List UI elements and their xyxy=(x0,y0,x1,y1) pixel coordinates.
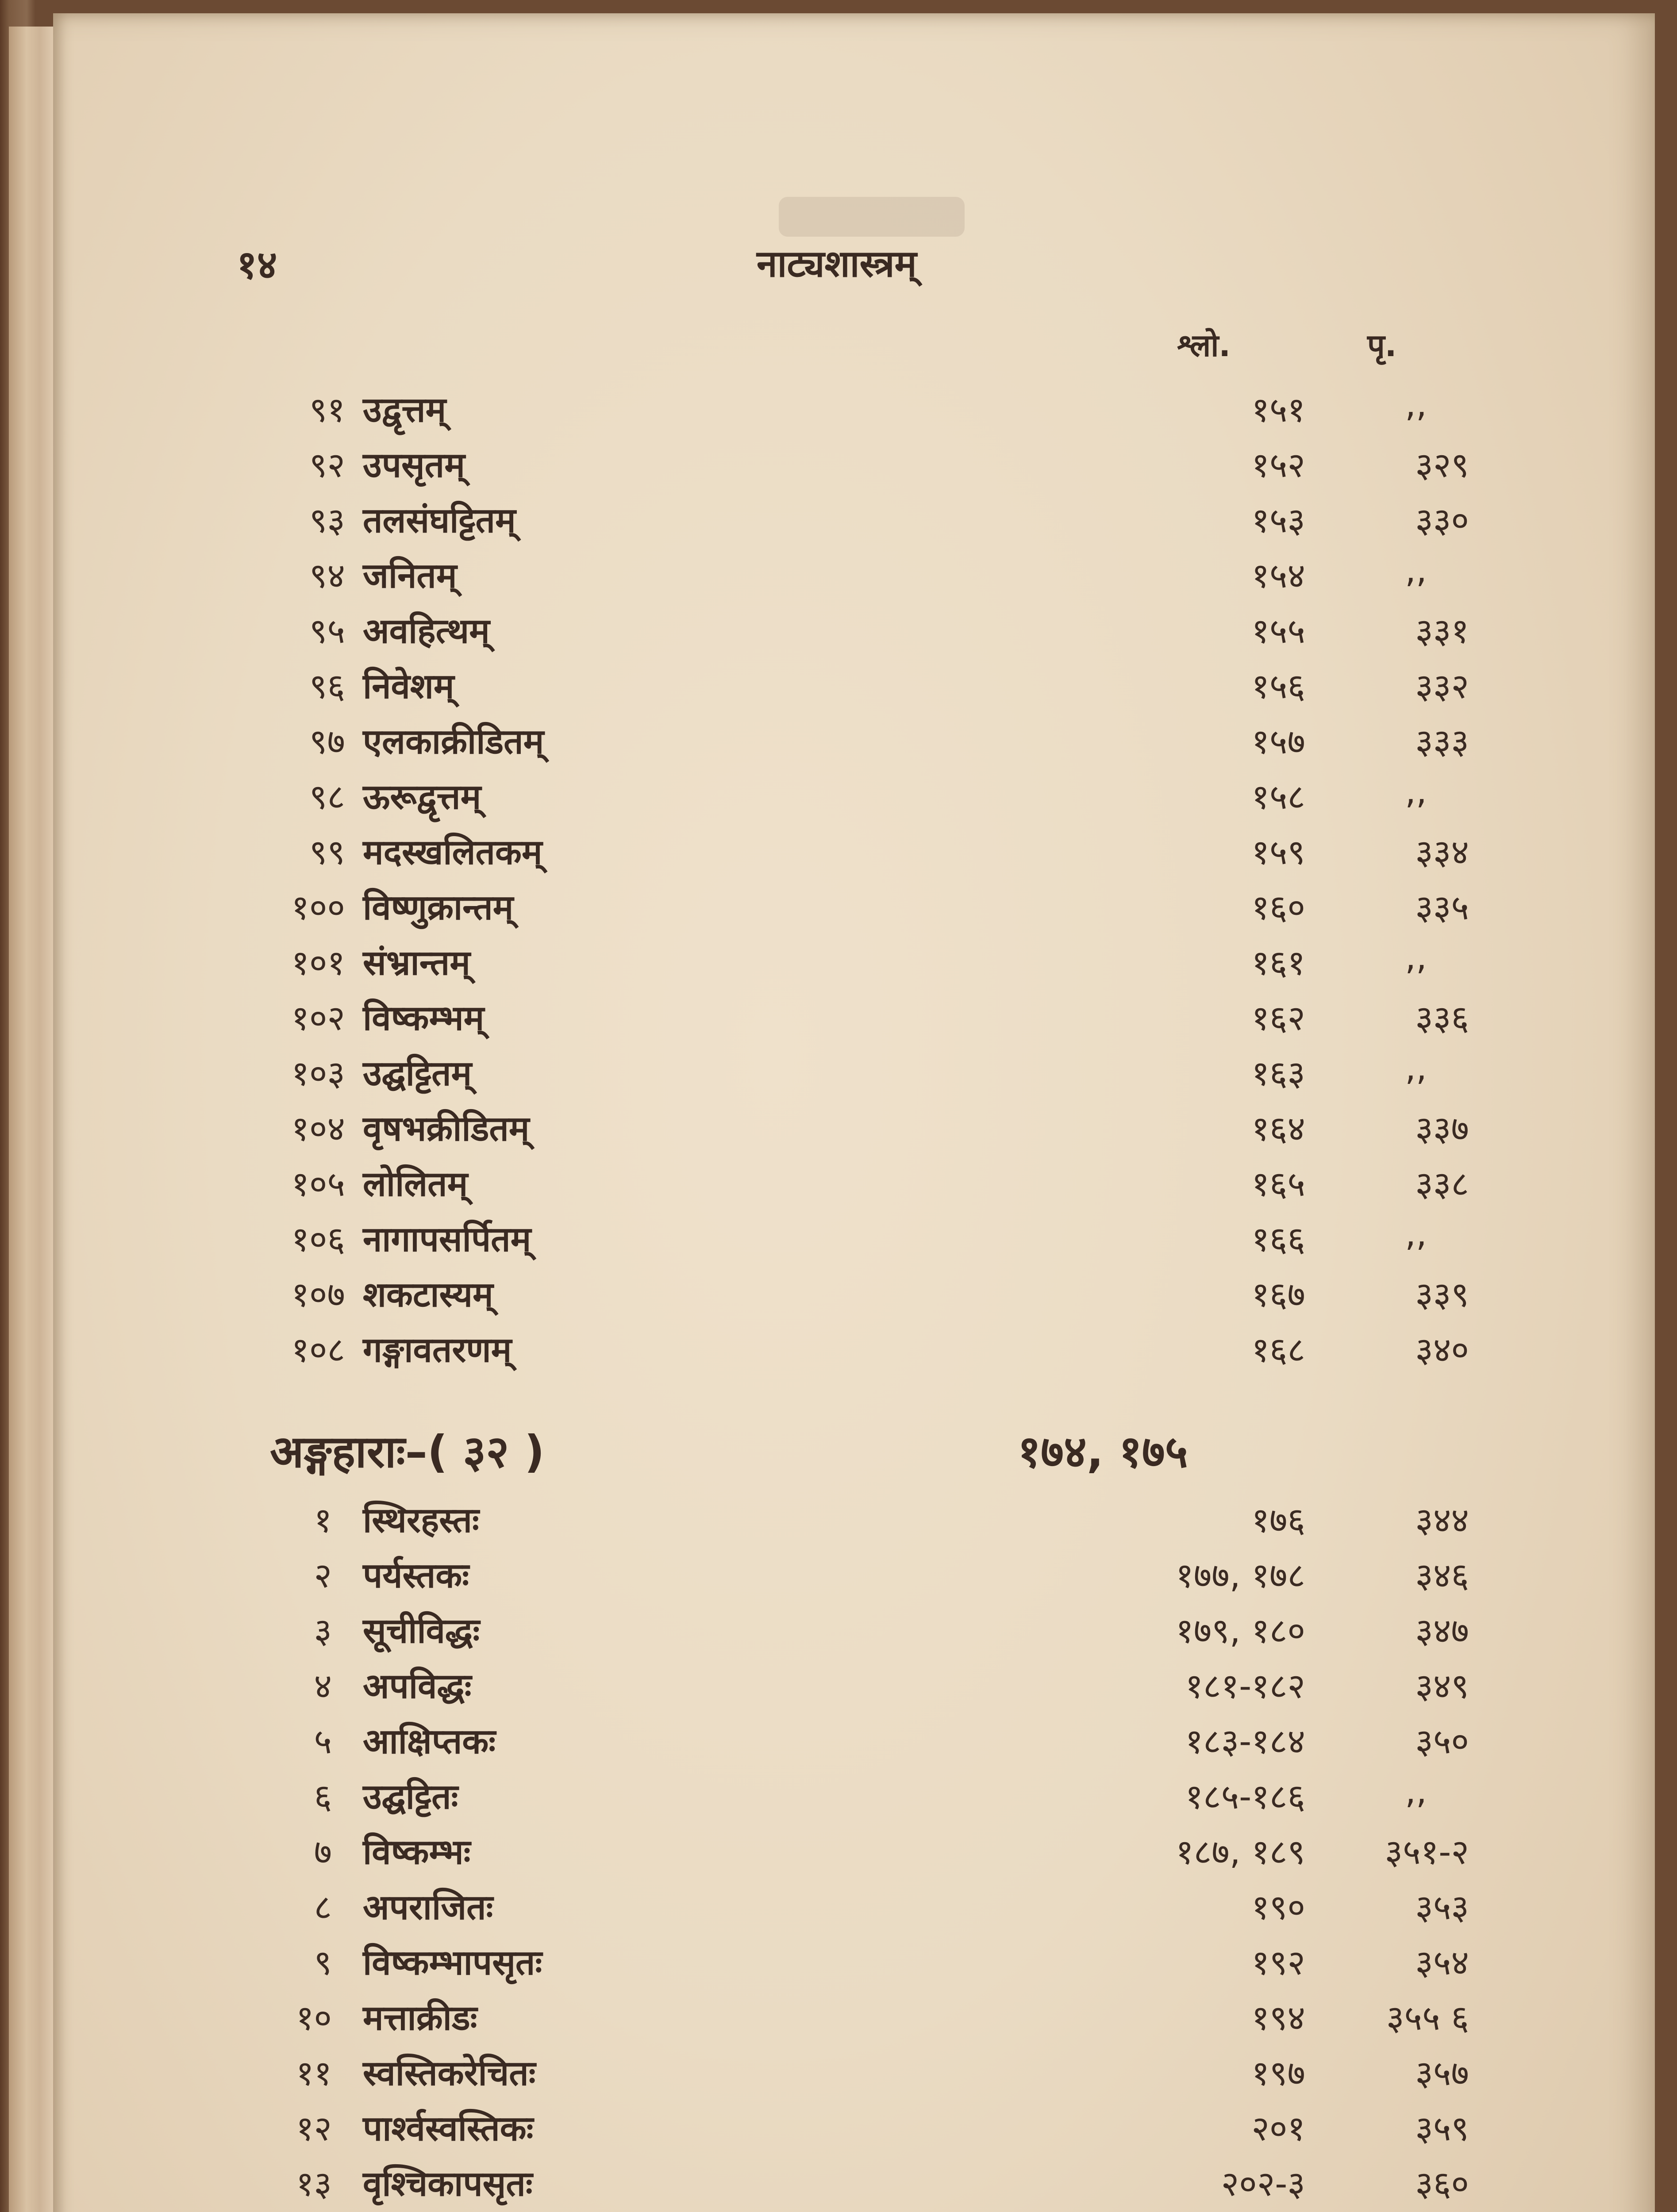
item-sloka: १८५-१८६ xyxy=(1185,1777,1305,1817)
item-name: तलसंघट्टितम् xyxy=(363,501,516,541)
list-item xyxy=(53,1661,1655,1714)
item-name: विष्कम्भापसृतः xyxy=(363,1943,542,1983)
item-page: ३३३ xyxy=(1415,722,1469,762)
item-name: मदस्खलितकम् xyxy=(363,833,542,872)
list-item xyxy=(53,2159,1655,2212)
list-item xyxy=(53,1606,1655,1659)
item-page: ३३२ xyxy=(1415,667,1469,707)
item-sloka: १५३ xyxy=(1251,501,1305,541)
list-item xyxy=(53,1270,1655,1323)
item-name: अपराजितः xyxy=(363,1888,493,1928)
column-header-page: पृ. xyxy=(1367,327,1397,364)
item-sloka: १५६ xyxy=(1251,667,1305,707)
item-sloka: १८३-१८४ xyxy=(1185,1722,1305,1762)
item-page: ३५० xyxy=(1415,1722,1469,1762)
item-sloka: १७९, १८० xyxy=(1176,1611,1305,1651)
item-name: संभ्रान्तम् xyxy=(363,943,470,983)
item-page: ,, xyxy=(1405,1214,1427,1254)
item-number: २ xyxy=(314,1556,332,1596)
item-name: स्थिरहस्तः xyxy=(363,1501,479,1540)
item-page: ३३१ xyxy=(1415,611,1469,651)
item-name: सूचीविद्धः xyxy=(363,1611,480,1651)
list-item xyxy=(53,1325,1655,1378)
item-name: उद्वृत्तम् xyxy=(363,390,446,430)
item-page: ३६० xyxy=(1415,2164,1469,2204)
item-sloka: १९७ xyxy=(1251,2054,1305,2093)
item-number: ७ xyxy=(314,1832,332,1872)
list-item xyxy=(53,1827,1655,1880)
list-item xyxy=(53,385,1655,438)
list-item xyxy=(53,772,1655,825)
item-page: ३४६ xyxy=(1415,1556,1469,1596)
item-page: ३४७ xyxy=(1415,1611,1469,1651)
item-name: एलकाक्रीडितम् xyxy=(363,722,544,762)
item-number: ३ xyxy=(314,1611,332,1651)
item-name: उद्घट्टितम् xyxy=(363,1054,472,1094)
list-item xyxy=(53,1495,1655,1548)
item-name: पार्श्वस्वस्तिकः xyxy=(363,2109,534,2149)
list-item xyxy=(53,606,1655,659)
item-page: ३३६ xyxy=(1415,998,1469,1038)
list-item xyxy=(53,938,1655,991)
item-page: ३३० xyxy=(1415,501,1469,541)
item-sloka: १५२ xyxy=(1251,445,1305,485)
item-sloka: १९४ xyxy=(1251,1998,1305,2038)
item-sloka: १६८ xyxy=(1251,1330,1305,1370)
item-number: ९३ xyxy=(309,501,345,541)
item-page: ३५७ xyxy=(1415,2054,1469,2093)
item-page: ३५१-२ xyxy=(1385,1832,1469,1872)
item-sloka: १६७ xyxy=(1251,1275,1305,1315)
item-sloka: १६० xyxy=(1251,888,1305,928)
item-number: ६ xyxy=(314,1777,332,1817)
item-number: ९७ xyxy=(309,722,345,762)
item-name: उद्घट्टितः xyxy=(363,1777,458,1817)
item-page: ३४४ xyxy=(1415,1501,1469,1540)
item-name: विष्कम्भः xyxy=(363,1832,471,1872)
item-name: उपसृतम् xyxy=(363,445,465,485)
item-page: ३३४ xyxy=(1415,833,1469,872)
item-sloka: १८१-१८२ xyxy=(1185,1667,1305,1706)
item-sloka: १९० xyxy=(1251,1888,1305,1928)
item-number: १३ xyxy=(296,2164,332,2204)
section-sloka-range: १७४, १७५ xyxy=(1018,1426,1188,1478)
item-name: नागापसर्पितम् xyxy=(363,1220,531,1260)
list-item xyxy=(53,1551,1655,1604)
item-number: १०१ xyxy=(291,943,345,983)
item-number: ८ xyxy=(314,1888,332,1928)
item-sloka: १६४ xyxy=(1251,1109,1305,1149)
list-item xyxy=(53,1159,1655,1212)
list-item xyxy=(53,2048,1655,2101)
item-page: ३३९ xyxy=(1415,1275,1469,1315)
item-name: अपविद्धः xyxy=(363,1667,472,1706)
item-name: विष्कम्भम् xyxy=(363,998,485,1038)
ink-bleed-smudge xyxy=(779,197,965,237)
item-sloka: १७६ xyxy=(1251,1501,1305,1540)
item-number: १०७ xyxy=(291,1275,345,1315)
item-number: ९५ xyxy=(309,611,345,651)
item-name: शकटास्यम् xyxy=(363,1275,493,1315)
item-page: ३५४ xyxy=(1415,1943,1469,1983)
item-number: १ xyxy=(314,1501,332,1540)
item-page: ,, xyxy=(1405,772,1427,812)
list-item xyxy=(53,883,1655,936)
item-number: १०२ xyxy=(291,998,345,1038)
item-name: अवहित्थम् xyxy=(363,611,490,651)
item-sloka: १५१ xyxy=(1251,390,1305,430)
list-item xyxy=(53,717,1655,770)
item-page: ,, xyxy=(1405,1048,1427,1088)
item-number: ९८ xyxy=(309,777,345,817)
item-page: ३४९ xyxy=(1415,1667,1469,1706)
item-number: १०५ xyxy=(291,1164,345,1204)
item-page: ३३५ xyxy=(1415,888,1469,928)
item-sloka: १५९ xyxy=(1251,833,1305,872)
list-item xyxy=(53,495,1655,549)
item-number: १२ xyxy=(296,2109,332,2149)
item-page: ३५५ ६ xyxy=(1386,1998,1469,2038)
item-page: ३५३ xyxy=(1415,1888,1469,1928)
item-name: जनितम् xyxy=(363,556,457,596)
list-item xyxy=(53,827,1655,880)
item-number: ५ xyxy=(314,1722,332,1762)
item-sloka: १६२ xyxy=(1251,998,1305,1038)
list-item xyxy=(53,1214,1655,1267)
item-sloka: २०१ xyxy=(1251,2109,1305,2149)
page-number: १४ xyxy=(237,242,277,288)
item-number: ९४ xyxy=(309,556,345,596)
item-number: ९ xyxy=(314,1943,332,1983)
item-name: वृश्चिकापसृतः xyxy=(363,2164,533,2204)
item-page: ३४० xyxy=(1415,1330,1469,1370)
item-name: निवेशम् xyxy=(363,667,454,707)
item-sloka: १९२ xyxy=(1251,1943,1305,1983)
item-sloka: १५७ xyxy=(1251,722,1305,762)
item-number: १०८ xyxy=(291,1330,345,1370)
running-title: नाट्यशास्त्रम् xyxy=(757,242,917,285)
section-heading: अङ्गहाराः–( ३२ ) xyxy=(270,1426,545,1478)
item-sloka: १७७, १७८ xyxy=(1176,1556,1305,1596)
item-page: ३५९ xyxy=(1415,2109,1469,2149)
item-sloka: १६३ xyxy=(1251,1054,1305,1094)
list-item xyxy=(53,1104,1655,1157)
item-page: ३२९ xyxy=(1415,445,1469,485)
item-sloka: १६५ xyxy=(1251,1164,1305,1204)
item-page: ,, xyxy=(1405,1772,1427,1812)
list-item xyxy=(53,661,1655,714)
item-page: ,, xyxy=(1405,385,1427,425)
item-name: मत्ताक्रीडः xyxy=(363,1998,477,2038)
item-sloka: १८७, १८९ xyxy=(1176,1832,1305,1872)
item-sloka: १५५ xyxy=(1251,611,1305,651)
item-number: १०४ xyxy=(291,1109,345,1149)
item-name: गङ्गावतरणम् xyxy=(363,1330,512,1370)
item-number: ४ xyxy=(314,1667,332,1706)
item-number: ११ xyxy=(296,2054,332,2093)
item-page: ,, xyxy=(1405,551,1427,591)
item-number: १०३ xyxy=(291,1054,345,1094)
list-item xyxy=(53,1717,1655,1770)
list-item xyxy=(53,993,1655,1046)
list-item xyxy=(53,1993,1655,2046)
item-name: विष्णुक्रान्तम् xyxy=(363,888,514,928)
column-header-sloka: श्लो. xyxy=(1177,327,1231,364)
list-item xyxy=(53,1938,1655,1991)
item-number: १०६ xyxy=(291,1220,345,1260)
item-sloka: २०२-३ xyxy=(1221,2164,1305,2204)
item-sloka: १५४ xyxy=(1251,556,1305,596)
item-name: पर्यस्तकः xyxy=(363,1556,469,1596)
item-sloka: १६१ xyxy=(1251,943,1305,983)
item-name: स्वस्तिकरेचितः xyxy=(363,2054,536,2093)
list-item xyxy=(53,1048,1655,1102)
item-page: ३३७ xyxy=(1415,1109,1469,1149)
item-page: ३३८ xyxy=(1415,1164,1469,1204)
book-page xyxy=(53,13,1655,2212)
item-number: ९२ xyxy=(309,445,345,485)
item-name: ऊरूद्वृत्तम् xyxy=(363,777,481,817)
item-page: ,, xyxy=(1405,938,1427,978)
item-number: ९१ xyxy=(309,390,345,430)
list-item xyxy=(53,440,1655,493)
item-name: आक्षिप्तकः xyxy=(363,1722,496,1762)
item-name: लोलितम् xyxy=(363,1164,468,1204)
item-name: वृषभक्रीडितम् xyxy=(363,1109,530,1149)
list-item xyxy=(53,1772,1655,1825)
item-number: ९९ xyxy=(309,833,345,872)
item-sloka: १५८ xyxy=(1251,777,1305,817)
item-number: १० xyxy=(296,1998,332,2038)
item-number: १०० xyxy=(291,888,345,928)
list-item xyxy=(53,2104,1655,2157)
item-number: ९६ xyxy=(309,667,345,707)
list-item xyxy=(53,1882,1655,1936)
list-item xyxy=(53,551,1655,604)
item-sloka: १६६ xyxy=(1251,1220,1305,1260)
